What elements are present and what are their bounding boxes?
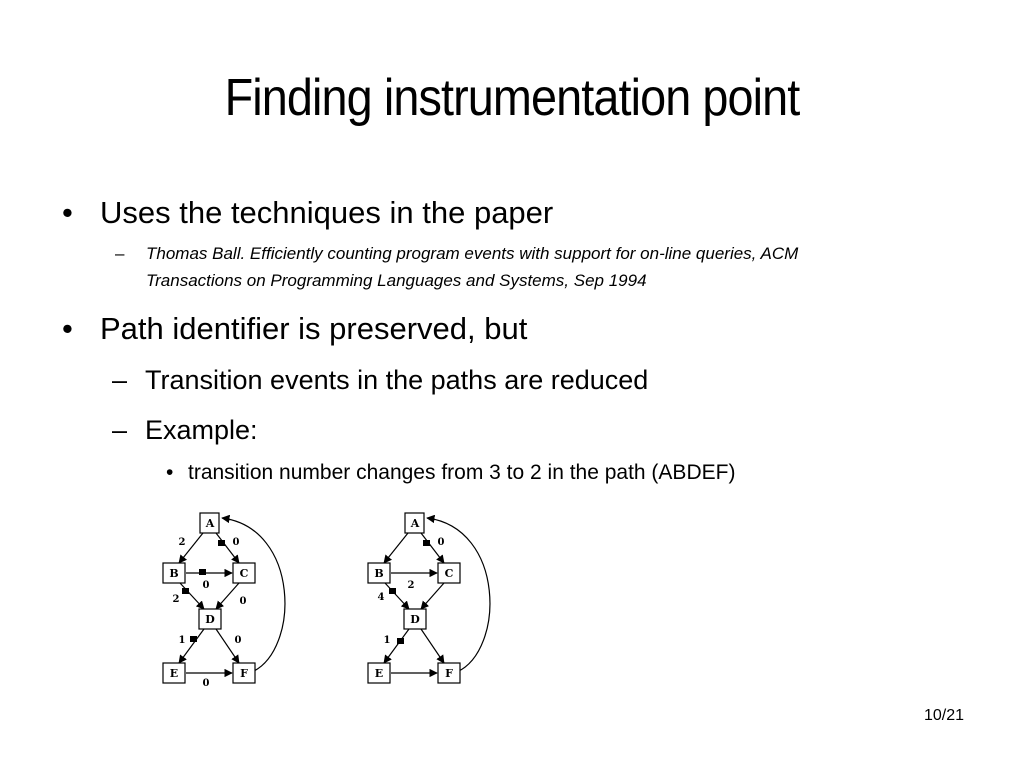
edge-label: 2 <box>172 594 180 605</box>
node-label: D <box>410 613 420 626</box>
node-label: F <box>240 667 248 680</box>
edge-label: 2 <box>178 537 186 548</box>
edge-f-a <box>222 518 285 672</box>
node-label: A <box>410 517 420 530</box>
sub-bullet-text: Example: <box>145 415 258 445</box>
node-label: C <box>444 567 454 580</box>
edge-c-d <box>421 583 444 609</box>
edge-label: 4 <box>377 592 385 603</box>
reference-line-1: Thomas Ball. Efficiently counting program events with support for on-line queries, ACM <box>146 244 799 263</box>
probe-marker <box>182 588 189 594</box>
node-label: E <box>169 667 179 680</box>
edge-b-d <box>180 583 204 609</box>
edge-label: 0 <box>234 635 242 646</box>
bullet-marker: • <box>62 195 73 230</box>
node-label: A <box>205 517 215 530</box>
bullet-text: Uses the techniques in the paper <box>100 195 554 230</box>
left-path-graph <box>150 505 300 690</box>
node-label: E <box>374 667 384 680</box>
node-label: F <box>445 667 453 680</box>
edge-d-f <box>421 629 444 663</box>
page-number: 10/21 <box>923 707 964 724</box>
edge-label: 0 <box>232 537 240 548</box>
edge-a-b <box>384 533 408 563</box>
sub-bullet-text: Transition events in the paths are reduced <box>145 365 649 395</box>
probe-marker <box>397 638 404 644</box>
reference-line-2: Transactions on Programming Languages and Systems, Sep 1994 <box>146 271 647 290</box>
edge-label: 0 <box>437 537 445 548</box>
probe-marker <box>389 588 396 594</box>
slide-title: Finding instrumentation point <box>224 69 800 127</box>
node-label: D <box>205 613 215 626</box>
edge-label: 1 <box>383 635 391 646</box>
bullet-marker: • <box>62 311 73 346</box>
edge-f-a <box>427 518 490 672</box>
node-label: B <box>169 567 179 580</box>
edge-b-d <box>385 583 409 609</box>
node-label: C <box>239 567 249 580</box>
dash-marker: – <box>112 415 128 445</box>
edge-label: 2 <box>407 580 415 591</box>
edge-label: 0 <box>202 580 210 591</box>
probe-marker <box>218 540 225 546</box>
probe-marker <box>190 636 197 642</box>
node-label: B <box>374 567 384 580</box>
dash-marker: – <box>115 244 125 263</box>
edge-label: 1 <box>178 635 186 646</box>
bullet-marker: • <box>166 461 174 484</box>
probe-marker <box>199 569 206 575</box>
bullet-text: Path identifier is preserved, but <box>100 311 528 346</box>
probe-marker <box>423 540 430 546</box>
right-path-graph <box>355 505 505 690</box>
edge-label: 0 <box>239 596 247 607</box>
sub-sub-bullet-text: transition number changes from 3 to 2 in the path (ABDEF) <box>188 461 736 484</box>
edge-c-d <box>216 583 239 609</box>
dash-marker: – <box>112 365 128 395</box>
edge-label: 0 <box>202 678 210 689</box>
